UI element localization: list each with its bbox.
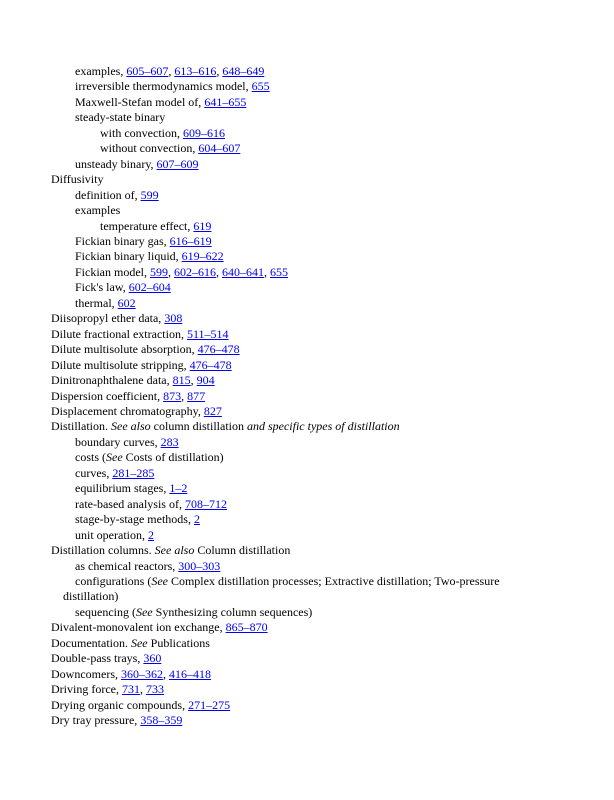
entry-text: Divalent-monovalent ion exchange, <box>51 620 226 635</box>
entry-text: Fickian model, <box>75 264 150 279</box>
entry-text: irreversible thermodynamics model, <box>75 79 252 94</box>
entry-text: thermal, <box>75 295 118 310</box>
entry-text: , <box>216 264 222 279</box>
entry-text: examples <box>75 203 121 218</box>
entry-text: Dinitronaphthalene data, <box>51 373 173 388</box>
page-reference-link[interactable]: 599 <box>140 187 159 202</box>
entry-text: steady-state binary <box>75 110 166 125</box>
page-reference-link[interactable]: 904 <box>196 373 215 388</box>
entry-text: , <box>190 373 197 388</box>
page-reference-link[interactable]: 619–622 <box>181 249 224 264</box>
cross-reference-text: and specific types of distillation <box>246 419 400 434</box>
entry-text: temperature effect, <box>100 218 194 233</box>
index-subentry <box>0 79 614 94</box>
page-reference-link[interactable]: 873 <box>163 388 182 403</box>
cross-reference-text: See <box>130 635 148 650</box>
page-reference-link[interactable]: 360–362 <box>120 666 163 681</box>
page-reference-link[interactable]: 613–616 <box>174 64 217 78</box>
entry-text: Publications <box>147 635 210 650</box>
index-main-entry <box>0 172 614 187</box>
page-reference-link[interactable]: 655 <box>270 264 288 279</box>
index-subentry <box>0 435 614 450</box>
index-main-entry <box>0 636 614 651</box>
page-reference-link[interactable]: 511–514 <box>186 326 229 341</box>
entry-text: Fickian binary gas, <box>75 233 170 248</box>
entry-text: Diisopropyl ether data, <box>51 311 165 326</box>
index-subentry <box>0 512 614 527</box>
entry-text: stage-by-stage methods, <box>75 512 194 527</box>
page-reference-link[interactable]: 708–712 <box>184 496 227 511</box>
page-reference-link[interactable]: 640–641 <box>222 264 264 279</box>
entry-text: Downcomers, <box>51 666 121 681</box>
entry-text: curves, <box>75 465 113 480</box>
index-subentry <box>0 188 614 203</box>
index-main-entry <box>0 651 614 666</box>
entry-text: without convection, <box>100 141 199 156</box>
index-subentry <box>0 497 614 512</box>
entry-text: Fickian binary liquid, <box>75 249 182 264</box>
index-main-entry <box>0 342 614 357</box>
index-subentry <box>0 559 614 574</box>
index-subentry <box>0 466 614 481</box>
page-reference-link[interactable]: 358–359 <box>140 713 183 728</box>
entry-text: as chemical reactors, <box>75 558 179 573</box>
page-reference-link[interactable]: 271–275 <box>188 697 231 712</box>
page-reference-link[interactable]: 602 <box>117 295 136 310</box>
page-reference-link[interactable]: 641–655 <box>204 94 247 109</box>
entry-text: , <box>139 682 146 697</box>
entry-text: column distillation <box>150 419 247 434</box>
index-subentry <box>0 110 614 125</box>
index-subentry <box>0 126 614 141</box>
index-subentry <box>0 450 614 465</box>
entry-text: definition of, <box>75 187 141 202</box>
entry-text: Documentation. <box>51 635 131 650</box>
entry-text: , <box>162 666 169 681</box>
entry-text: examples, <box>75 64 127 78</box>
page-reference-link[interactable]: 360 <box>143 651 162 666</box>
page-reference-link[interactable]: 733 <box>145 682 164 697</box>
entry-text: Distillation columns. <box>51 543 155 558</box>
entry-text: , <box>216 64 223 78</box>
page-reference-link[interactable]: 877 <box>187 388 206 403</box>
index-subentry <box>0 95 614 110</box>
entry-text: Column distillation <box>194 543 291 558</box>
index-subentry <box>0 234 614 249</box>
page-reference-link[interactable]: 602–616 <box>174 264 216 279</box>
entry-text: costs ( <box>75 450 106 465</box>
cross-reference-text: See <box>151 573 168 588</box>
index-subentry <box>0 64 614 79</box>
index-subentry <box>0 203 614 218</box>
index-main-entry <box>0 311 614 326</box>
index-subentry <box>0 528 614 543</box>
page-reference-link[interactable]: 476–478 <box>189 357 232 372</box>
index-main-entry <box>0 373 614 388</box>
entry-text: Complex distillation processes; Extractive distillation; Two-pressure <box>167 573 500 588</box>
index-main-entry <box>0 543 614 558</box>
index-subentry <box>0 219 614 234</box>
page-reference-link[interactable]: 616–619 <box>169 233 212 248</box>
page-reference-link[interactable]: 604–607 <box>198 141 241 156</box>
entry-text: Dispersion coefficient, <box>51 388 164 403</box>
page-reference-link[interactable]: 815 <box>172 373 191 388</box>
cross-reference-text: See also <box>154 543 195 558</box>
entry-text: , <box>264 264 270 279</box>
page-reference-link[interactable]: 731 <box>121 682 140 697</box>
page-reference-link[interactable]: 476–478 <box>197 342 240 357</box>
entry-text: Displacement chromatography, <box>51 403 204 418</box>
index-subentry <box>0 141 614 156</box>
index-main-entry <box>0 682 614 697</box>
page-reference-link[interactable]: 2 <box>147 527 154 542</box>
index-main-entry <box>0 327 614 342</box>
page-reference-link[interactable]: 308 <box>164 311 183 326</box>
index-subentry <box>0 296 614 311</box>
index-subentry <box>0 481 614 496</box>
index-main-entry <box>0 358 614 373</box>
page-reference-link[interactable]: 605–607 <box>126 64 169 78</box>
entry-text: Diffusivity <box>51 172 104 187</box>
index-subentry <box>0 265 614 280</box>
index-main-entry <box>0 404 614 419</box>
index-subentry <box>0 249 614 264</box>
entry-text: Driving force, <box>51 682 122 697</box>
entry-text: equilibrium stages, <box>75 481 170 496</box>
entry-text: unsteady binary, <box>75 156 157 171</box>
page-reference-link[interactable]: 619 <box>193 218 212 233</box>
page-reference-link[interactable]: 2 <box>193 512 200 527</box>
page-reference-link[interactable]: 281–285 <box>112 465 155 480</box>
entry-text: sequencing ( <box>75 604 136 619</box>
entry-text: Distillation. <box>51 419 111 434</box>
entry-text: configurations ( <box>75 573 152 588</box>
entry-text: Dry tray pressure, <box>51 713 141 728</box>
entry-text: Dilute multisolute absorption, <box>51 342 198 357</box>
entry-text: with convection, <box>100 125 183 140</box>
entry-text: Drying organic compounds, <box>51 697 189 712</box>
entry-text: Dilute multisolute stripping, <box>51 357 190 372</box>
cross-reference-text: See <box>135 604 153 619</box>
page-reference-link[interactable]: 655 <box>251 79 270 94</box>
page-reference-link[interactable]: 1–2 <box>169 481 188 496</box>
page-reference-link[interactable]: 599 <box>150 264 168 279</box>
index-main-entry <box>0 389 614 404</box>
entry-text: unit operation, <box>75 527 148 542</box>
page-reference-link[interactable]: 607–609 <box>156 156 199 171</box>
page-reference-link[interactable]: 865–870 <box>225 620 268 635</box>
index-main-entry <box>0 667 614 682</box>
page-reference-link[interactable]: 648–649 <box>222 64 265 78</box>
page-reference-link[interactable]: 283 <box>160 434 179 449</box>
entry-text: Dilute fractional extraction, <box>51 326 187 341</box>
index-subentry <box>0 157 614 172</box>
index-subentry <box>0 574 614 605</box>
entry-text: rate-based analysis of, <box>75 496 185 511</box>
entry-text: Maxwell-Stefan model of, <box>75 94 205 109</box>
page-reference-link[interactable]: 602–604 <box>128 280 171 295</box>
entry-text: , <box>168 264 174 279</box>
entry-text: , <box>168 64 175 78</box>
page-reference-link[interactable]: 416–418 <box>168 666 211 681</box>
index-main-entry <box>0 713 614 728</box>
index-main-entry <box>0 620 614 635</box>
page-reference-link[interactable]: 300–303 <box>178 558 221 573</box>
entry-text: Costs of distillation) <box>122 450 224 465</box>
cross-reference-text: See also <box>111 419 151 434</box>
entry-continuation-text: distillation) <box>63 589 119 604</box>
index-subentry <box>0 280 614 295</box>
entry-text: , <box>181 388 188 403</box>
entry-text: Double-pass trays, <box>51 651 144 666</box>
index-main-entry <box>0 698 614 713</box>
index-main-entry <box>0 419 614 434</box>
entry-text: boundary curves, <box>75 434 161 449</box>
index-entries <box>0 64 614 728</box>
cross-reference-text: See <box>106 450 123 465</box>
entry-text: Synthesizing column sequences) <box>152 604 313 619</box>
page-reference-link[interactable]: 827 <box>203 403 222 418</box>
index-subentry <box>0 605 614 620</box>
page-reference-link[interactable]: 609–616 <box>182 125 225 140</box>
entry-text: Fick's law, <box>75 280 129 295</box>
